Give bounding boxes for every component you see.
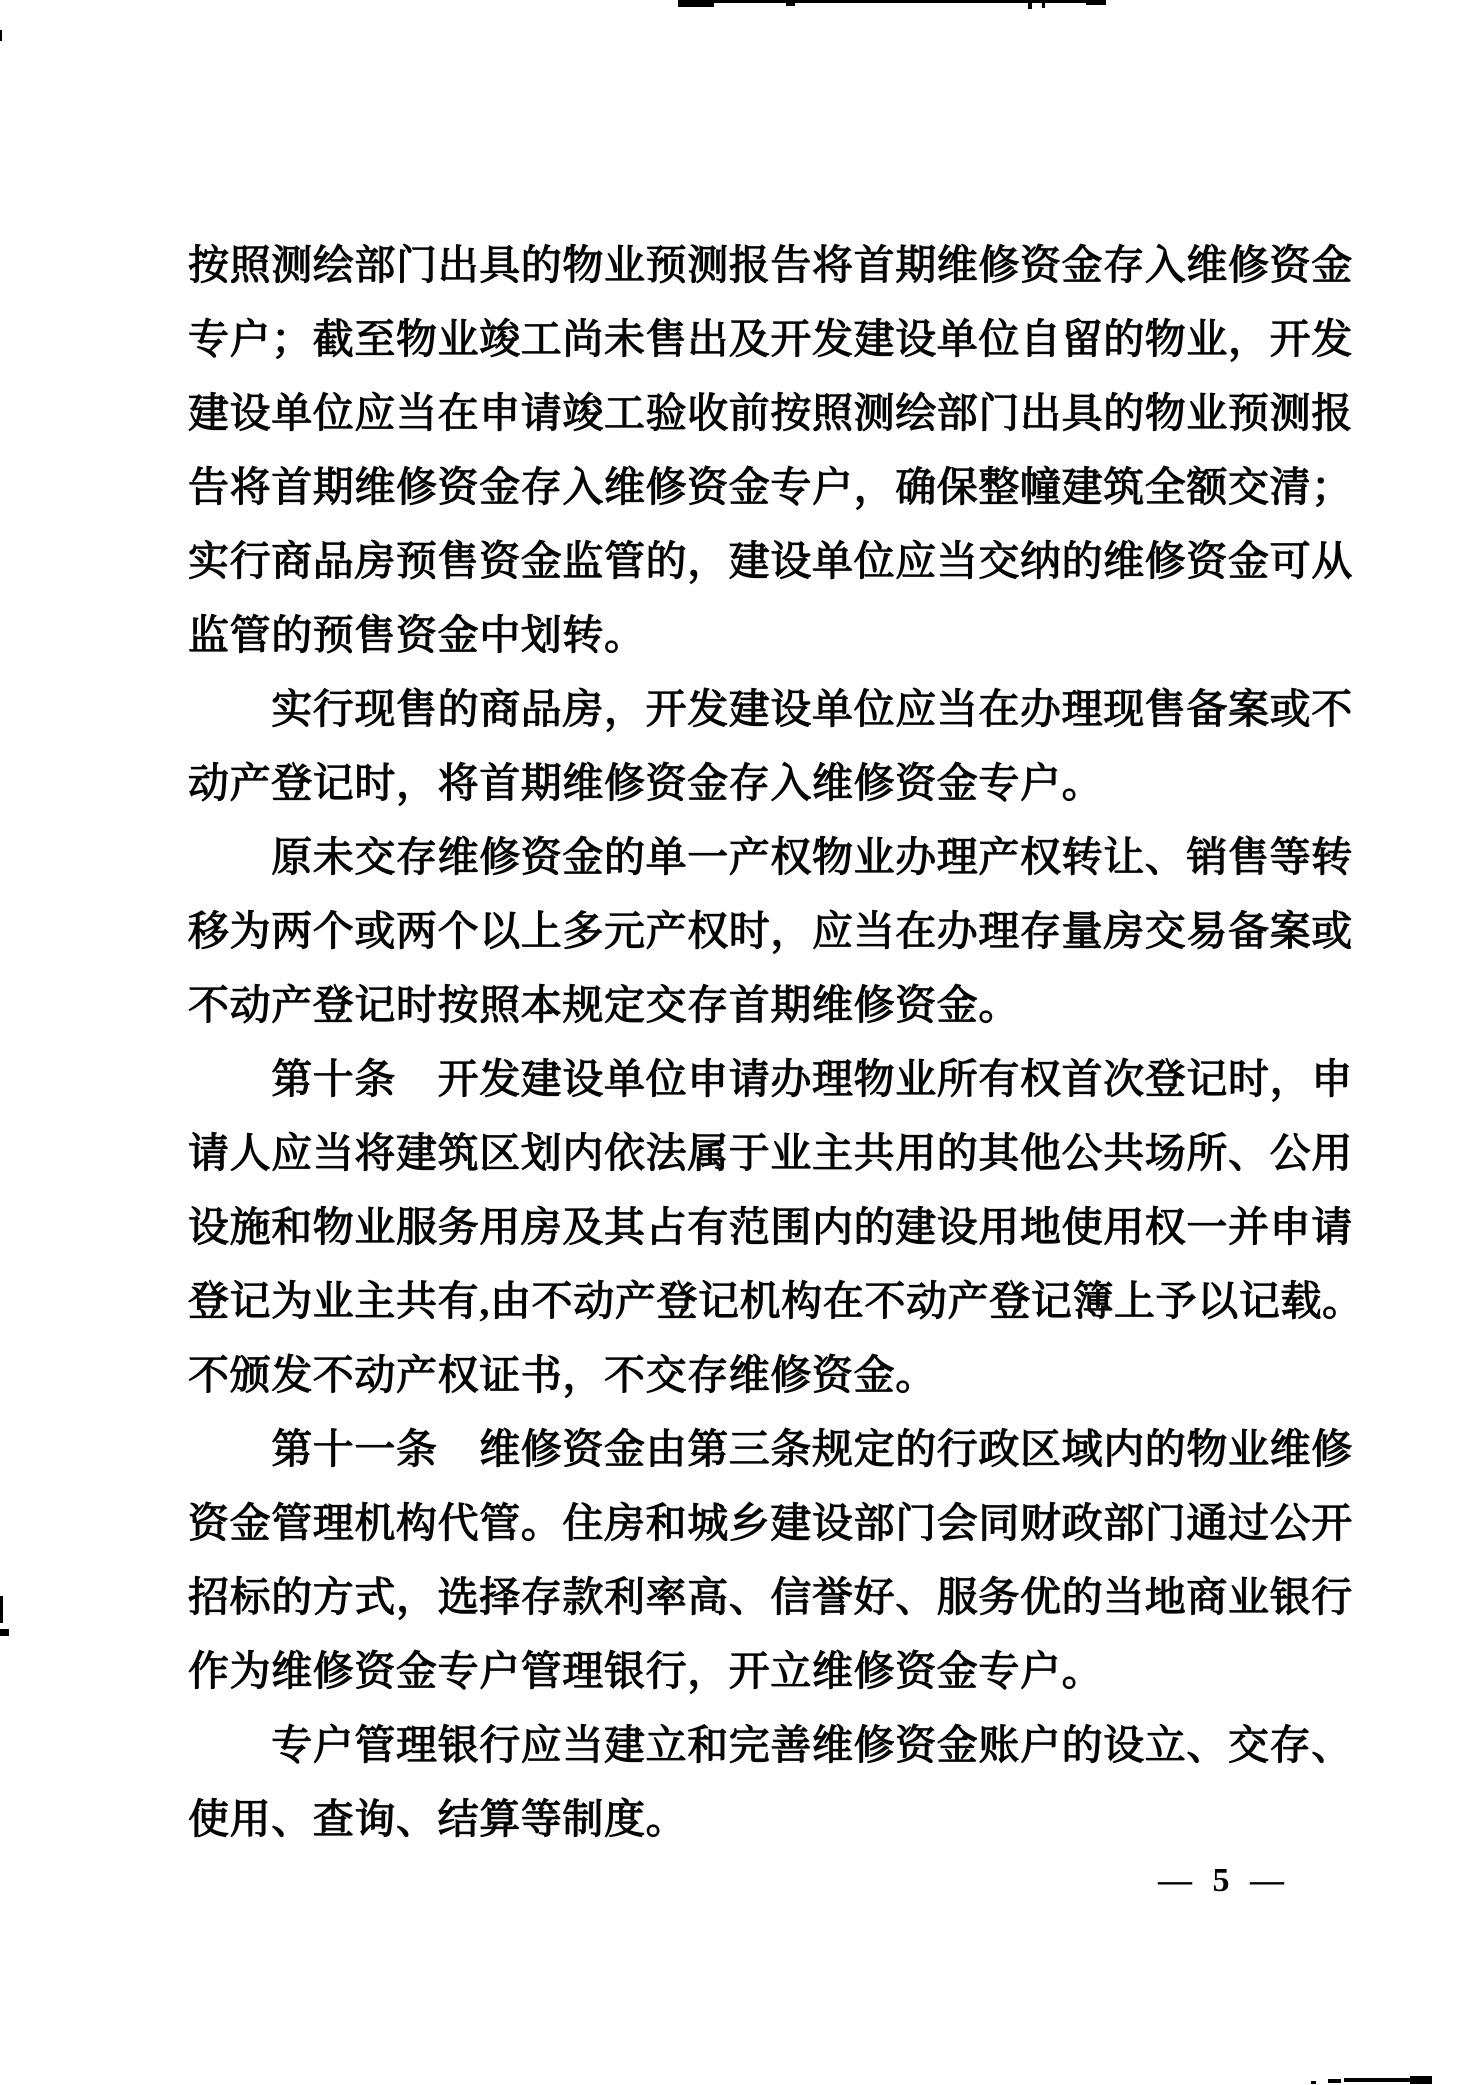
page-number: — 5 —: [1158, 1862, 1290, 1899]
text-line: 实行现售的商品房，开发建设单位应当在办理现售备案或不: [188, 686, 1353, 732]
scan-artifact-left-tick: [0, 30, 2, 41]
text-line: 使用、查询、结算等制度。: [188, 1796, 688, 1842]
text-line: 不动产登记时按照本规定交存首期维修资金。: [188, 982, 1020, 1028]
text-line: 告将首期维修资金存入维修资金专户，确保整幢建筑全额交清；: [188, 464, 1353, 510]
text-line: 动产登记时，将首期维修资金存入维修资金专户。: [188, 760, 1104, 806]
text-line: 请人应当将建筑区划内依法属于业主共用的其他公共场所、公用: [188, 1130, 1353, 1176]
text-line: 登记为业主共有,由不动产登记机构在不动产登记簿上予以记载。: [188, 1278, 1364, 1324]
scan-artifact-top-end-dash: [1086, 0, 1106, 5]
scan-artifact-bottom-dash: [1328, 2079, 1341, 2083]
scan-artifact-top-thick-dash: [678, 0, 714, 7]
text-line: 作为维修资金专户管理银行，开立维修资金专户。: [188, 1648, 1104, 1694]
text-line: 专户管理银行应当建立和完善维修资金账户的设立、交存、: [188, 1722, 1353, 1768]
scan-artifact-top-line: [712, 0, 1106, 3]
text-line: 资金管理机构代管。住房和城乡建设部门会同财政部门通过公开: [188, 1500, 1353, 1546]
text-line: 建设单位应当在申请竣工验收前按照测绘部门出具的物业预测报: [188, 390, 1353, 436]
scan-artifact-left-bar: [0, 1596, 3, 1623]
scan-artifact-bottom-dot: [1311, 2081, 1316, 2084]
text-line: 不颁发不动产权证书，不交存维修资金。: [188, 1352, 937, 1398]
text-line: 原未交存维修资金的单一产权物业办理产权转让、销售等转: [188, 834, 1353, 880]
text-line: 监管的预售资金中划转。: [188, 612, 646, 658]
scan-artifact-top-blob: [786, 0, 795, 6]
text-line: 招标的方式，选择存款利率高、信誉好、服务优的当地商业银行: [188, 1574, 1353, 1620]
text-line: 第十一条 维修资金由第三条规定的行政区域内的物业维修: [188, 1426, 1353, 1472]
text-line: 设施和物业服务用房及其占有范围内的建设用地使用权一并申请: [188, 1204, 1353, 1250]
text-line: 第十条 开发建设单位申请办理物业所有权首次登记时，申: [188, 1056, 1353, 1102]
document-body: [188, 228, 1363, 1856]
scan-artifact-top-tick: [1042, 2, 1045, 8]
text-line: 专户；截至物业竣工尚未售出及开发建设单位自留的物业，开发: [188, 316, 1353, 362]
text-line: 按照测绘部门出具的物业预测报告将首期维修资金存入维修资金: [188, 242, 1353, 288]
scan-artifact-bottom-thick-dash: [1410, 2076, 1432, 2084]
scan-artifact-left-dash: [0, 1629, 9, 1636]
text-line: 移为两个或两个以上多元产权时，应当在办理存量房交易备案或: [188, 908, 1353, 954]
scan-artifact-top-tick: [1028, 2, 1032, 9]
text-line: 实行商品房预售资金监管的，建设单位应当交纳的维修资金可从: [188, 538, 1353, 584]
